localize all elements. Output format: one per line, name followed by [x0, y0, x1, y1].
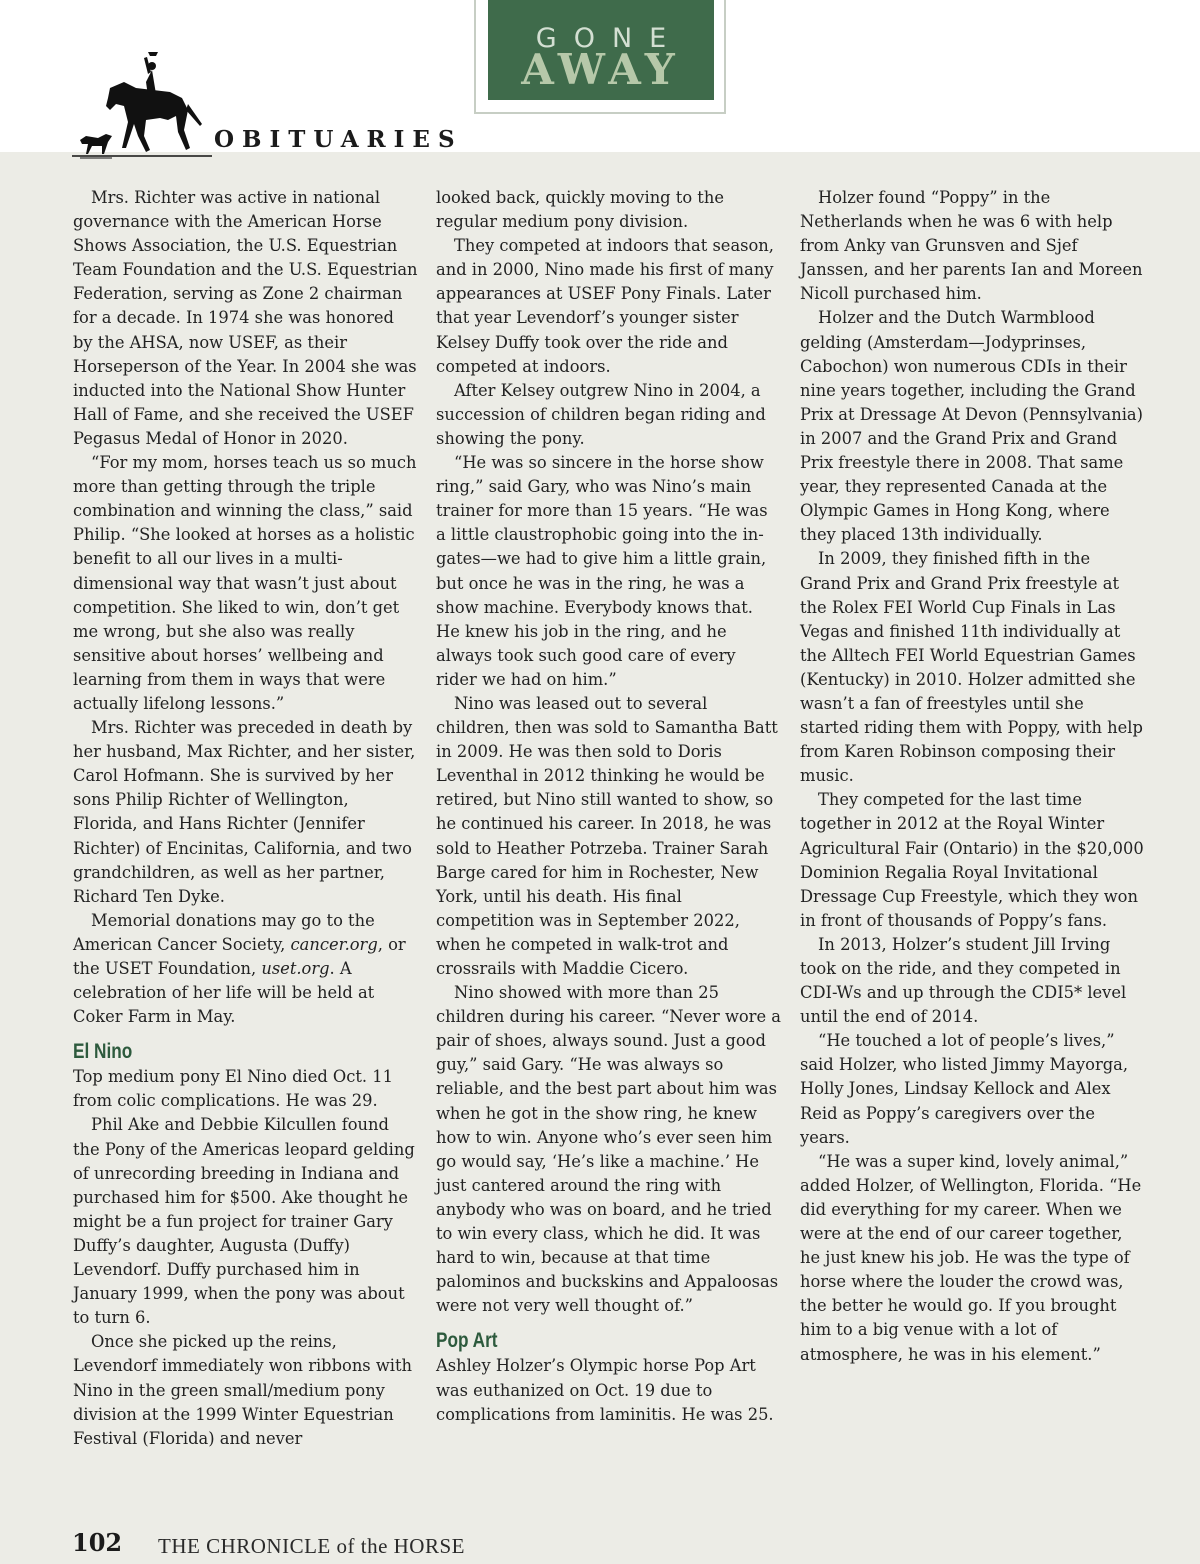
paragraph: They competed for the last time together in 2012 at the Royal Winter Agricultural Fair (Ontario) in the $20,000 Dominion Regalia Royal Invitational Dressage Cup Freestyle, which they won in front of thousands of Poppy’s fans. — [800, 790, 1144, 930]
obituary-heading-pop-art: Pop Art — [436, 1329, 498, 1353]
paragraph: Once she picked up the reins, Levendorf immediately won ribbons with Nino in the green small/medium pony division at the 1999 Winter Equestrian Festival (Florida) and never — [73, 1332, 413, 1448]
paragraph: looked back, quickly moving to the regular medium pony division. — [436, 188, 724, 232]
article-column-3 — [800, 186, 1145, 1367]
paragraph: “He was so sincere in the horse show ring,” said Gary, who was Nino’s main trainer for more than 15 years. “He was a little claustrophobic going into the in-gates—we had to give him a little grain, but once he was in the ring, he was a show machine. Everybody knows that. He knew his job in the ring, and he always took such good care of every rider we had on him.” — [436, 453, 768, 689]
uset-org-link: uset.org — [261, 959, 330, 978]
paragraph: “He was a super kind, lovely animal,” added Holzer, of Wellington, Florida. “He did everything for my career. When we were at the end of our career together, he just knew his job. He was the type of horse where the louder the crowd was, the better he would go. If you brought him to a big venue with a lot of atmosphere, he was in his element.” — [800, 1151, 1142, 1364]
paragraph: After Kelsey outgrew Nino in 2004, a succession of children began riding and showing the pony. — [436, 380, 766, 448]
publication-name: THE CHRONICLE of the HORSE — [158, 1534, 465, 1558]
masthead-gone: GONE — [535, 23, 684, 54]
cancer-org-link: cancer.org — [290, 934, 378, 954]
paragraph: Top medium pony El Nino died Oct. 11 from colic complications. He was 29. — [73, 1067, 394, 1111]
paragraph: “He touched a lot of people’s lives,” said Holzer, who listed Jimmy Mayorga, Holly Jones, Lindsay Kellock and Alex Reid as Poppy’s caregivers over the years. — [800, 1031, 1129, 1147]
paragraph: Holzer and the Dutch Warmblood gelding (Amsterdam—Jodyprinses, Cabochon) won numerous CDIs in their nine years together, including the Grand Prix at Dressage At Devon (Pennsylvania) in 2007 and the Grand Prix and Grand Prix freestyle there in 2008. That same year, they represented Canada at the Olympic Games in Hong Kong, where they placed 13th individually. — [800, 308, 1143, 545]
paragraph: In 2013, Holzer’s student Jill Irving took on the ride, and they competed in CDI-Ws and up through the CDI5* level until the end of 2014. — [800, 934, 1127, 1027]
masthead-away: AWAY — [521, 45, 681, 94]
paragraph: They competed at indoors that season, and in 2000, Nino made his first of many appearances at USEF Pony Finals. Later that year Levendorf’s younger sister Kelsey Duffy took over the ride and competed at indoors. — [436, 236, 774, 376]
masthead-green-panel — [488, 0, 714, 100]
paragraph: Nino showed with more than 25 children during his career. “Never wore a pair of shoes, always sound. Just a good guy,” said Gary. “He was always so reliable, and the best part about him was when he got in the show ring, he knew how to win. Anyone who’s ever seen him go would say, ‘He’s like a machine.’ He just cantered around the ring with anybody who was on board, and he tried to win every class, which he did. It was hard to win, because at that time palominos and buckskins and Appaloosas were not very well thought of.” — [436, 983, 781, 1316]
article-column-1 — [73, 186, 418, 1451]
horse-and-rider-with-hound-icon — [72, 44, 212, 160]
obituary-heading-el-nino: El Nino — [73, 1040, 133, 1064]
paragraph: Mrs. Richter was active in national governance with the American Horse Shows Association, the U.S. Equestrian Team Foundation and the U.S. Equestrian Federation, serving as Zone 2 chairman for a decade. In 1974 she was honored by the AHSA, now USEF, as their Horseperson of the Year. In 2004 she was inducted into the National Show Hunter Hall of Fame, and she received the USEF Pegasus Medal of Honor in 2020. — [73, 188, 418, 448]
section-title: OBITUARIES — [214, 126, 463, 153]
paragraph: “For my mom, horses teach us so much more than getting through the triple combination and winning the class,” said Philip. “She looked at horses as a holistic benefit to all our lives in a multi-dimensional way that wasn’t just about competition. She liked to win, don’t get me wrong, but she also was really sensitive about horses’ wellbeing and learning from them in ways that were actually lifelong lessons.” — [73, 453, 417, 713]
paragraph-memorial — [73, 909, 418, 1029]
text: . A celebration of her life will be held at Coker Farm in May. — [73, 959, 375, 1027]
paragraph: Ashley Holzer’s Olympic horse Pop Art was euthanized on Oct. 19 due to complications from laminitis. He was 25. — [436, 1356, 774, 1424]
text: Memorial donations may go to the American Cancer Society, — [73, 910, 375, 954]
paragraph: Nino was leased out to several children, then was sold to Samantha Batt in 2009. He was then sold to Doris Leventhal in 2012 thinking he would be retired, but Nino still wanted to show, so he continued his career. In 2018, he was sold to Heather Potrzeba. Trainer Sarah Barge cared for him in Rochester, New York, until his death. His final competition was in September 2022, when he competed in walk-trot and crossrails with Maddie Cicero. — [436, 693, 778, 978]
gone-away-masthead — [474, 0, 726, 114]
paragraph: Phil Ake and Debbie Kilcullen found the Pony of the Americas leopard gelding of unrecording breeding in Indiana and purchased him for $500. Ake thought he might be a fun project for trainer Gary Duffy’s daughter, Augusta (Duffy) Levendorf. Duffy purchased him in January 1999, when the pony was about to turn 6. — [73, 1115, 415, 1328]
paragraph: Holzer found “Poppy” in the Netherlands when he was 6 with help from Anky van Grunsven and Sjef Janssen, and her parents Ian and Moreen Nicoll purchased him. — [800, 188, 1143, 304]
paragraph: Mrs. Richter was preceded in death by her husband, Max Richter, and her sister, Carol Hofmann. She is survived by her sons Philip Richter of Wellington, Florida, and Hans Richter (Jennifer Richter) of Encinitas, California, and two grandchildren, as well as her partner, Richard Ten Dyke. — [73, 718, 416, 906]
article-column-2 — [436, 186, 781, 1427]
paragraph: In 2009, they finished fifth in the Grand Prix and Grand Prix freestyle at the Rolex FEI World Cup Finals in Las Vegas and finished 11th individually at the Alltech FEI World Equestrian Games (Kentucky) in 2010. Holzer admitted she wasn’t a fan of freestyles until she started riding them with Poppy, with help from Karen Robinson composing their music. — [800, 549, 1143, 786]
page-number: 102 — [72, 1528, 123, 1557]
text: , or the USET Foundation, — [73, 934, 406, 978]
